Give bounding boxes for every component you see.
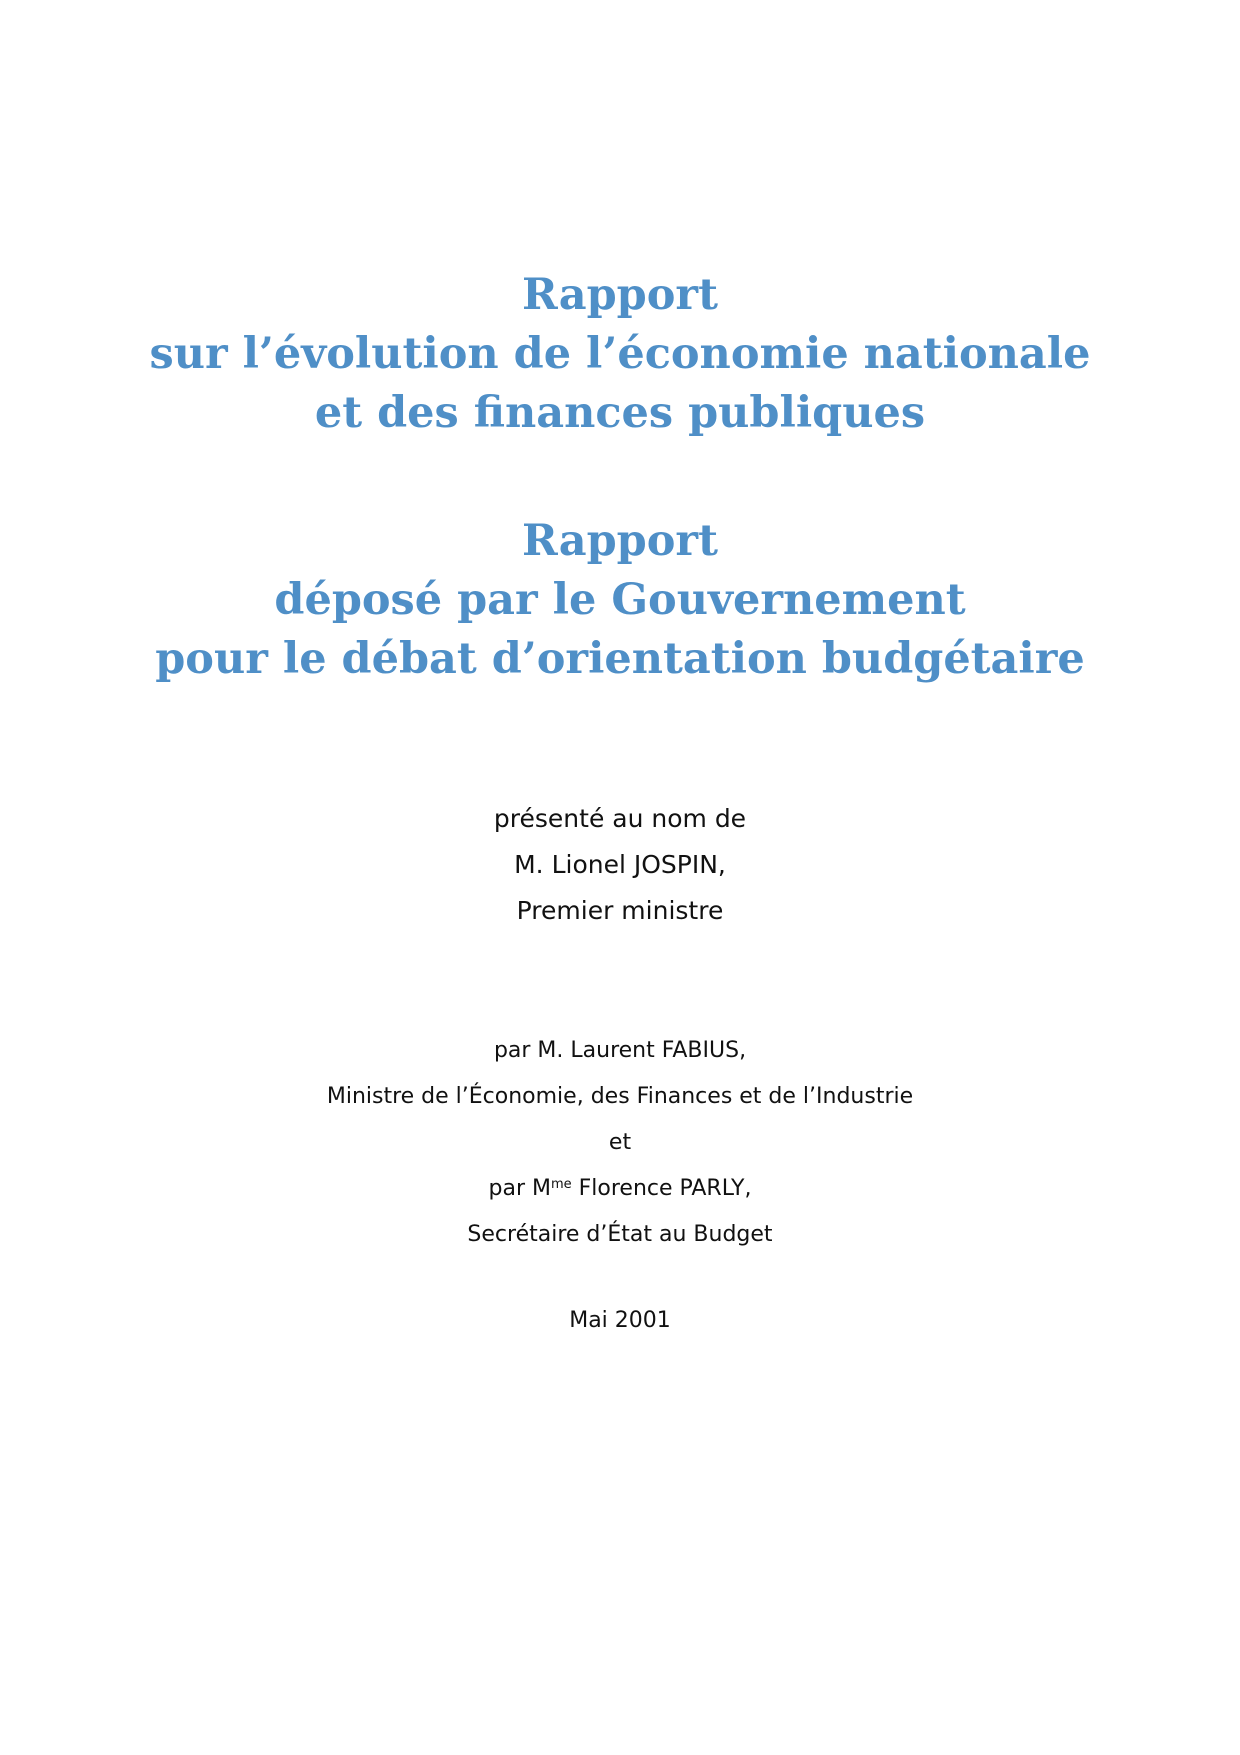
prime-minister-title: Premier ministre — [516, 896, 724, 925]
presented-line: présenté au nom de — [493, 804, 747, 833]
title-line: et des finances publiques — [314, 388, 926, 438]
author-parly-name — [0, 1166, 1240, 1212]
author-parly-title: Secrétaire d’État au Budget — [467, 1222, 773, 1247]
honorific-superscript: me — [550, 1177, 572, 1192]
report-authors — [0, 1028, 1240, 1258]
author-fabius-name: par M. Laurent FABIUS, — [493, 1038, 747, 1063]
title-line: Rapport — [522, 516, 718, 566]
prime-minister-name: M. Lionel JOSPIN, — [514, 850, 726, 879]
title-line: déposé par le Gouvernement — [274, 575, 966, 625]
author-parly-prefix: par M — [488, 1176, 551, 1201]
author-parly-suffix: Florence PARLY, — [571, 1176, 752, 1201]
authors-conjunction: et — [608, 1130, 632, 1155]
title-line: Rapport — [522, 270, 718, 320]
presented-on-behalf-of — [0, 796, 1240, 934]
report-title-budget-debate — [0, 512, 1240, 689]
author-fabius-title: Ministre de l’Économie, des Finances et de l’Industrie — [326, 1084, 914, 1109]
title-line: pour le débat d’orientation budgétaire — [155, 634, 1085, 684]
publication-date: Mai 2001 — [569, 1308, 671, 1333]
title-line: sur l’évolution de l’économie nationale — [149, 329, 1091, 379]
report-title-economy — [0, 266, 1240, 443]
